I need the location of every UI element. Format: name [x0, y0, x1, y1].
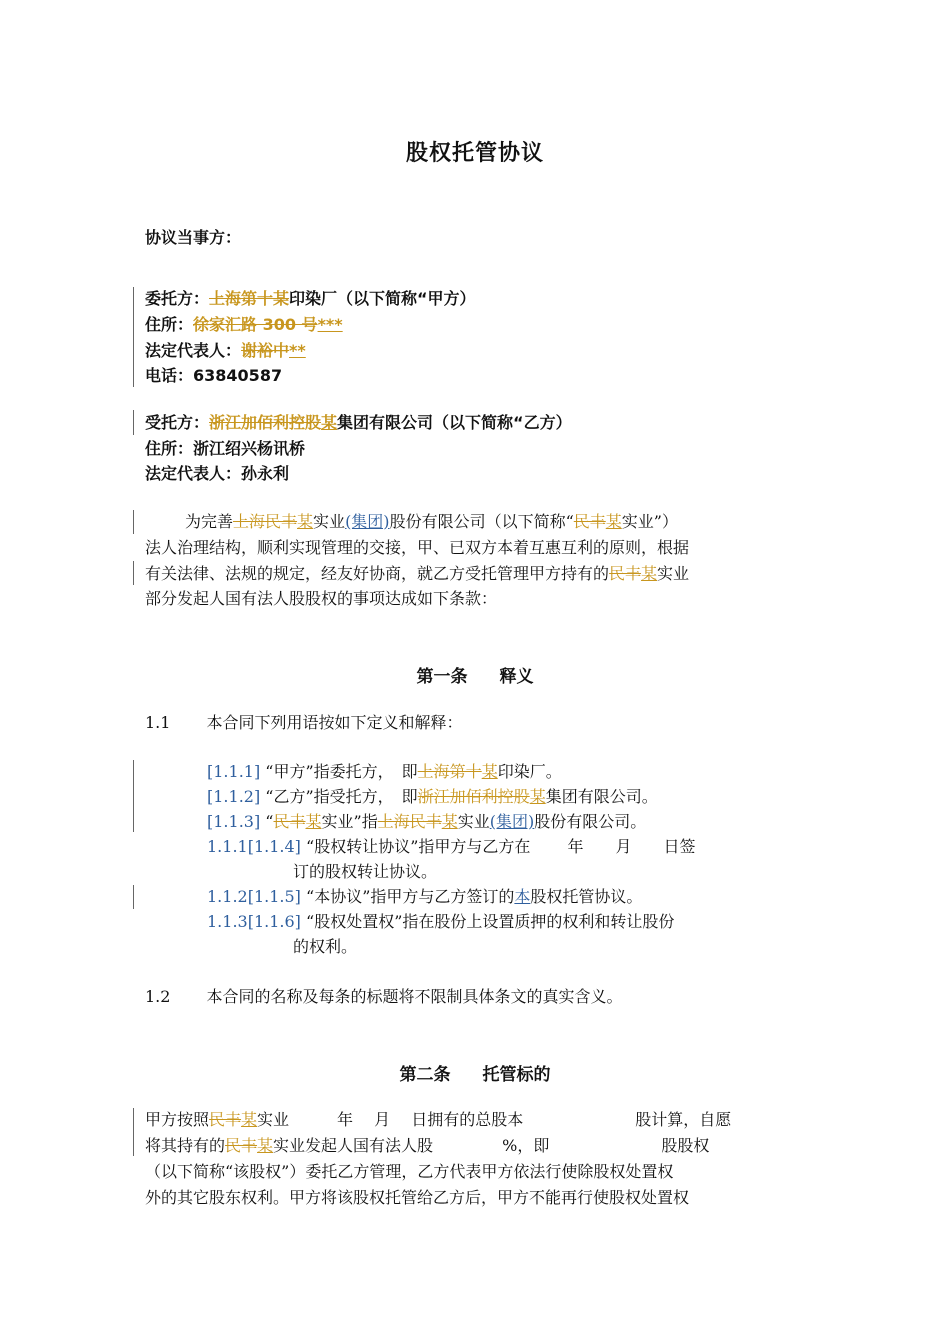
document-title: 股权托管协议: [405, 141, 544, 166]
intro-line-2: 法人治理结构，顺利实现管理的交接，甲、已双方本着互惠互利的原则，根据: [145, 538, 690, 557]
definition-1-1-4: 1.1.1[1.1.4] “股权转让协议”指甲方与乙方在 年 月 日签: [207, 837, 696, 856]
article-2-line-4: 外的其它股东权利。甲方将该股权托管给乙方后，甲方不能再行使股权处置权: [145, 1188, 690, 1207]
agent-address: 住所：浙江绍兴杨讯桥: [145, 439, 306, 458]
change-bar: [133, 510, 134, 534]
principal-representative: 法定代表人：谢裕中**: [145, 341, 306, 360]
change-bar: [133, 885, 134, 909]
article-2-line-3: （以下简称“该股权”）委托乙方管理，乙方代表甲方依法行使除股权处置权: [145, 1162, 674, 1181]
definition-1-1-6-cont: 的权利。: [293, 937, 358, 956]
change-bar: [133, 287, 134, 387]
parties-label: 协议当事方：: [145, 228, 242, 247]
article-2-line-2: 将其持有的民丰某实业发起人国有法人股 %，即 股股权: [145, 1136, 710, 1155]
definition-1-1-6: 1.1.3[1.1.6] “股权处置权”指在股份上设置质押的权利和转让股份: [207, 912, 675, 931]
agent-representative: 法定代表人：孙永利: [145, 464, 290, 483]
clause-1-2: 1.2 本合同的名称及每条的标题将不限制具体条文的真实含义。: [145, 987, 623, 1006]
intro-line-4: 部分发起人国有法人股股权的事项达成如下条款：: [145, 589, 498, 608]
change-bar: [133, 760, 134, 832]
clause-1-1: 1.1 本合同下列用语按如下定义和解释：: [145, 713, 463, 732]
definition-1-1-3: [1.1.3] “民丰某实业”指上海民丰某实业(集团)股份有限公司。: [207, 812, 647, 831]
definition-1-1-1: [1.1.1] “甲方”指委托方， 即上海第十某印染厂。: [207, 762, 562, 781]
change-bar: [133, 1108, 134, 1156]
principal-phone: 电话：63840587: [145, 366, 283, 385]
definition-1-1-4-cont: 订的股权转让协议。: [293, 862, 438, 881]
intro-line-1: 为完善上海民丰某实业(集团)股份有限公司（以下简称“民丰某实业”）: [185, 512, 678, 531]
change-bar: [133, 410, 134, 435]
principal-line: 委托方：上海第十某印染厂（以下简称“甲方）: [145, 289, 476, 308]
definition-1-1-2: [1.1.2] “乙方”指受托方， 即浙江加佰利控股某集团有限公司。: [207, 787, 658, 806]
intro-line-3: 有关法律、法规的规定，经友好协商，就乙方受托管理甲方持有的民丰某实业: [145, 564, 690, 583]
article-1-heading: 第一条 释义: [416, 667, 534, 687]
principal-address: 住所：徐家汇路 300 号***: [145, 315, 343, 334]
definition-1-1-5: 1.1.2[1.1.5] “本协议”指甲方与乙方签订的本股权托管协议。: [207, 887, 643, 906]
article-2-heading: 第二条 托管标的: [399, 1065, 551, 1085]
change-bar: [133, 561, 134, 585]
article-2-line-1: 甲方按照民丰某实业 年 月 日拥有的总股本 股计算，自愿: [145, 1110, 732, 1129]
agent-line: 受托方：浙江加佰利控股某集团有限公司（以下简称“乙方）: [145, 413, 572, 432]
